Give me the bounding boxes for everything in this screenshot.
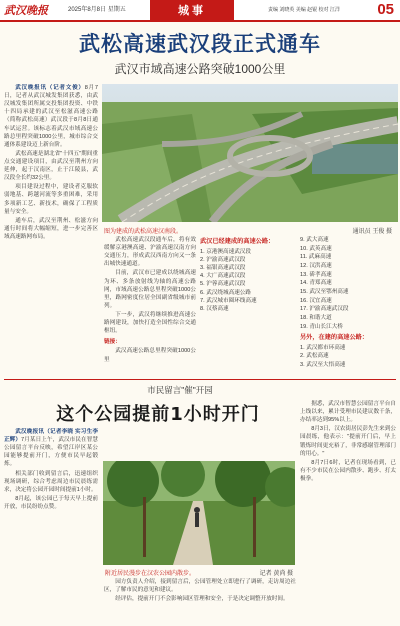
story1-col2-p2: 目前，武汉市已建成以绕城高速为环、多条放射线为轴的高速公路网，市域高速公路总里程突破1000公里，路网密度位居全国副省级城市前列。 (104, 270, 196, 309)
photo-credit: 通讯员 王俊 摄 (352, 229, 392, 235)
list-item: 10. 武英高速 (300, 245, 332, 252)
under-construction-head: 另外，在建的高速公路： (300, 334, 369, 342)
story2-column-mid (104, 578, 296, 622)
story2-column-1 (4, 428, 98, 622)
story1-column-2 (104, 236, 196, 376)
list-item: 3. 武汉至大悟高速 (300, 362, 346, 369)
story1-col2-tail: 武汉高速公路总里程突破1000公里 (104, 348, 196, 363)
list-item: 7. 武汉城市圈环线高速 (200, 297, 257, 304)
story1-lead: 武汉晚报讯（记者文俊） (15, 85, 85, 91)
dateline: 2025年8月8日 星期五 (68, 7, 126, 13)
story1-column-1 (4, 84, 98, 376)
list-item: 17. 沪渝高速武汉段 (300, 306, 349, 313)
built-highways-head: 武汉已经建成的高速公路： (200, 238, 275, 245)
list-item: 12. 汉洪高速 (300, 262, 332, 269)
photo2-credit: 记者 黄尚 摄 (259, 571, 293, 577)
story1-col1-p1: 8月7日，记者从武汉城发集团获悉，由武汉城发集团所属交投集团投资、中铁十四局承建的武汉至松滋高速公路（简称武松高速）武汉段于8月8日通车试运营。该标志着武汉市域高速公路总里程突破1000公里，城市综合交通体系建设迈上新台阶。 (4, 85, 98, 148)
list-item: 15. 武汉至鄂州高速 (300, 288, 349, 295)
story2-col1-p3: 8月起，该公园已于每天早上提前开放，市民纷纷点赞。 (4, 495, 98, 510)
story2-headline: 这个公园提前1小时开门 (56, 404, 260, 425)
photo-caption-text: 图为建成的武松高速汉南段。 (104, 229, 183, 235)
story1-col1-p2: 武松高速是湖北省"十四五"期间重点交通建设项目，由武汉至荆州方向延伸，起于汉南区，止于江陵县，武汉段全长约32公里。 (4, 150, 98, 182)
list-item: 19. 青山长江大桥 (300, 323, 343, 330)
photo2-caption-text: 附近居民漫步在汉农公园内散步。 (105, 571, 196, 577)
list-item: 16. 汉宜高速 (300, 297, 332, 304)
editors-line: 责编 刘晓英 美编 赵锟 校对 江洋 (268, 7, 340, 13)
park-photo-caption (105, 568, 297, 577)
main-subhead: 武汉市域高速公路突破1000公里 (114, 62, 286, 76)
list-item: 6. 武汉绕城高速公路 (200, 289, 251, 296)
list-item: 11. 武麻高速 (300, 254, 332, 261)
story2-col3-p2: 8月3日，汉农街居民彭先生来到公园晨练，他表示："提前开门后，早上锻炼时间更充裕了，非常感谢管理部门的用心。" (300, 426, 396, 457)
story2-column-3 (300, 400, 396, 622)
list-item: 9. 武大高速 (300, 237, 329, 243)
story2-col1-p2: 相关部门收到留言后，迅速组织现场调研，综合考虑周边市民晨练需求，决定将公园开园时间提前1小时。 (4, 470, 98, 493)
list-item: 8. 汉蔡高速 (200, 305, 229, 312)
story1-col1-p4: 通车后，武汉至荆州、松滋方向通行时间将大幅缩短，进一步完善区域高速路网布局。 (4, 217, 98, 240)
story2-col3-p1: 据悉，武汉市智慧公园留言平台自上线以来，累计受理市民建议数千条，办结率达到95%以上。 (300, 401, 396, 424)
story2-mid-p2: 经评估，提前开门不会影响园区管理和安全，于是决定调整开放时间。 (115, 596, 289, 603)
list-item: 4. 大广高速武汉段 (200, 273, 246, 280)
main-headline: 武松高速武汉段正式通车 (79, 32, 321, 56)
list-item: 2. 武松高速 (300, 353, 329, 360)
story2-col3-p3: 8月7日6时，记者在现场看到，已有不少市民在公园内散步、跑步、打太极拳。 (300, 459, 396, 482)
story1-list-column (200, 236, 296, 376)
list-item: 1. 武汉都市环高速 (300, 344, 346, 351)
story1-inline-head: 链接： (104, 339, 121, 346)
story1-right-list (300, 236, 398, 370)
park-photo (103, 461, 295, 565)
story1-col1-p3: 项目建设过程中，建设者克服软弱地基、跨越河流等多重困难，采用多项新工艺、新技术，确保了工程质量与安全。 (4, 184, 98, 215)
list-item: 5. 沪蓉高速武汉段 (200, 281, 246, 288)
newspaper-logo: 武汉晚报 (4, 4, 48, 17)
list-item: 2. 沪渝高速武汉段 (200, 257, 246, 264)
list-item: 14. 青郑高速 (300, 280, 332, 287)
highway-photo-caption (104, 226, 400, 235)
highway-photo (102, 84, 398, 222)
list-item: 3. 福银高速武汉段 (200, 265, 246, 272)
list-item: 18. 和谐大道 (300, 314, 332, 321)
story1-col2-p3: 下一步，武汉将继续推进高速公路网建设，加快打造全国性综合交通枢纽。 (104, 311, 196, 335)
list-item: 1. 京港澳高速武汉段 (200, 248, 251, 255)
story1-col2-p1: 武松高速武汉段通车后，将有效缓解京港澳高速、沪渝高速汉南方向交通压力，形成武汉西南方向又一条出城快速通道。 (104, 237, 196, 268)
story2-lead: 武汉晚报讯（记者李晓 实习生李正辉） (4, 429, 98, 444)
story2-mid-p1: 园方负责人介绍，接到留言后，公园管理处立即进行了调研，走访周边社区，了解市民的意见和建议。 (104, 579, 296, 594)
list-item: 13. 硚孝高速 (300, 271, 332, 278)
page-number: 05 (377, 1, 394, 18)
story2-col1-p1: 7月某日上午，武汉市民在智慧公园留言平台反映，希望江岸区某公园能够提前开门，方便市民早起锻炼。 (4, 437, 98, 468)
section-tab: 城事 (150, 0, 234, 22)
section-divider (4, 379, 396, 380)
story2-kicker: 市民留言"催"开园 (147, 385, 213, 395)
masthead (0, 0, 400, 22)
